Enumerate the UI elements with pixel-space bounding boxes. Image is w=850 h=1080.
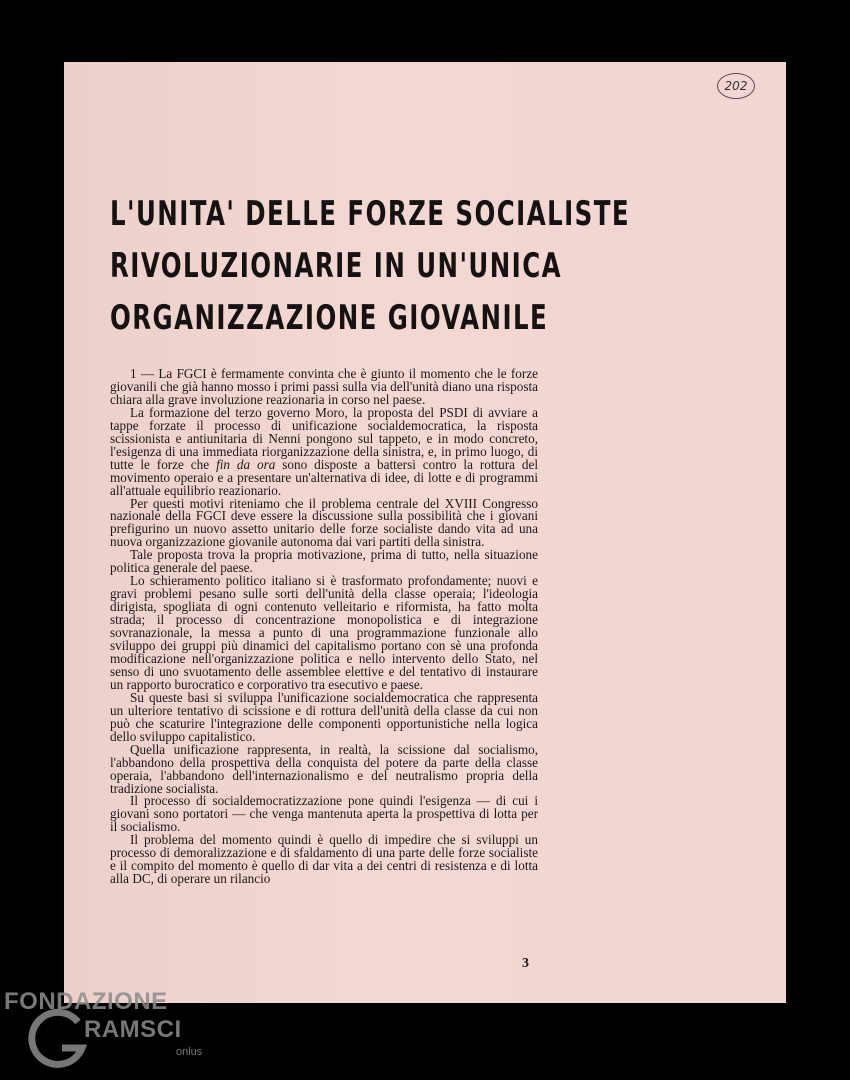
paragraph [110, 404, 539, 498]
document-page [64, 62, 786, 1003]
page-number: 3 [522, 956, 529, 971]
paragraph: 1 — La FGCI è fermamente convinta che è giunto il momento che le forze giovanili che già hanno mosso i primi passi sulla via dell'unità diano una risposta chiara alla grave involuzione reazionaria in corso nel paese. [110, 366, 538, 407]
paragraph: Tale proposta trova la propria motivazione, prima di tutto, nella situazione politica generale del paese. [110, 547, 538, 576]
body-text [110, 368, 538, 886]
paragraph: Su queste basi si sviluppa l'unificazione socialdemocratica che rappresenta un ulteriore tentativo di scissione e di rottura dell'unità della classe da cui non può che scaturire l'integrazione delle componenti opportunistiche nella logica dello sviluppo capitalistico. [110, 689, 538, 744]
paragraph: Quella unificazione rappresenta, in realtà, la scissione dal socialismo, l'abbandono della prospettiva della conquista del potere da parte della classe operaia, l'abbandono dell'internazionalismo e del neutralismo propria della tradizione socialista. [110, 741, 538, 796]
gramsci-logo-icon [28, 1008, 92, 1072]
watermark-line2: RAMSCI [84, 1016, 182, 1043]
paragraph-text: La formazione del terzo governo Moro, la proposta del PSDI di avviare a tappe forzate il processo di unificazione socialdemocratica, la risposta scissionista e antiunitaria di Nenni pongono sul tappeto, e in modo concreto, l'esigenza di una immediata riorganizzazione della sinistra, e, in primo luogo, di tutte le forze che [110, 404, 538, 472]
document-title [110, 188, 631, 344]
title-line: RIVOLUZIONARIE IN UN'UNICA [110, 246, 563, 286]
title-line: ORGANIZZAZIONE GIOVANILE [110, 298, 549, 338]
paragraph-text: sono disposte a battersi contro la rottura del movimento operaio e a presentare un'alternativa di idee, di lotte e di programmi all'attuale equilibrio reazionario. [110, 456, 539, 498]
paragraph: Lo schieramento politico italiano si è trasformato profondamente; nuovi e gravi problemi pesano sulle sorti dell'unità della classe operaia; l'ideologia dirigista, spogliata di ogni contenuto velleitario e riformista, ha fatto molta strada; il processo di concentrazione monopolistica e di integrazione sovranazionale, la messa a punto di una programmazione funzionale allo sviluppo dei gruppi più dinamici del capitalismo portano con sè una profonda modificazione nell'organizzazione politica e nello intervento dello Stato, nel senso di uno svuotamento delle assemblee elettive e del tentativo di instaurare un rapporto burocratico e corporativo tra esecutivo e paese. [110, 573, 538, 692]
paragraph: Per questi motivi riteniamo che il problema centrale del XVIII Congresso nazionale della FGCI deve essere la discussione sulla possibilità che i giovani prefigurino un nuovo assetto unitario delle forze socialiste dando vita ad una nuova organizzazione giovanile autonoma dai vari partiti della sinistra. [110, 495, 538, 550]
title-line: L'UNITA' DELLE FORZE SOCIALISTE [110, 194, 631, 234]
paragraph: Il problema del momento quindi è quello di impedire che si sviluppi un processo di demoralizzazione e di sfaldamento di una parte delle forze socialiste e il compito del momento è quello di dar vita a dei centri di resistenza e di lotta alla DC, di operare un rilancio [110, 832, 538, 887]
paragraph: Il processo di socialdemocratizzazione pone quindi l'esigenza — di cui i giovani sono portatori — che venga mantenuta aperta la prospettiva di lotta per il socialismo. [110, 793, 538, 835]
italic-phrase: fin da ora [216, 456, 276, 472]
watermark-line1: FONDAZIONE [4, 988, 168, 1015]
archive-number-stamp: 202 [717, 73, 755, 99]
fondazione-gramsci-watermark [4, 988, 214, 1068]
watermark-suffix: onlus [176, 1046, 203, 1058]
